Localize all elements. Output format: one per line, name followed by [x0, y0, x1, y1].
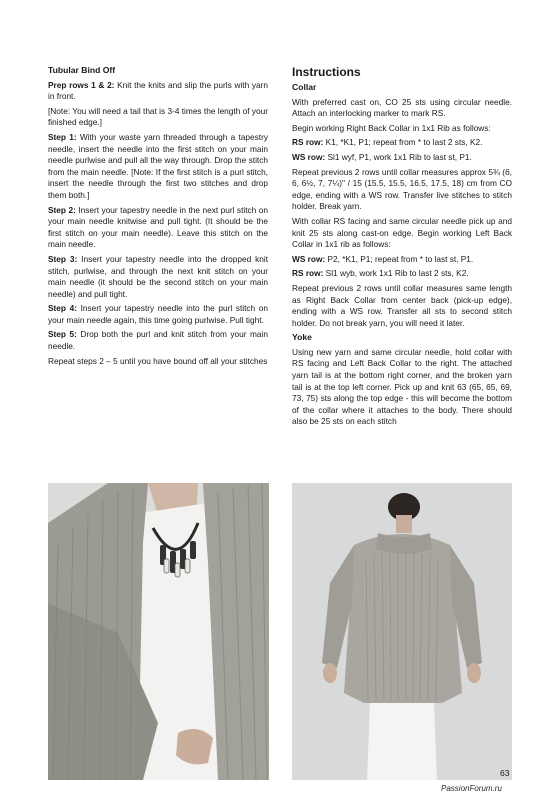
- instructions-heading: Instructions: [292, 65, 361, 79]
- yoke-paragraph: Using new yarn and same circular needle, hold collar with RS facing and Left Back Collar to the right. The attached yarn tail is at the bottom right corner, and the broken yarn tail is at the top left corner. Pick up and knit 63 (65, 65, 69, 73, 75) sts along the top edge - this will become the bottom of the collar where it attaches to the body. There should also be 25 sts on each stitch: [292, 346, 512, 427]
- collar-heading: Collar: [292, 82, 317, 92]
- ws-row-2: WS row: P2, *K1, P1; repeat from * to last st, P1.: [292, 253, 474, 264]
- prep-rows: Prep rows 1 & 2: Knit the knits and slip the purls with yarn in front.: [48, 79, 269, 102]
- cardigan-closeup-photo: [48, 483, 269, 780]
- page-number: 63: [500, 768, 510, 778]
- cardigan-back-illustration: [292, 483, 512, 780]
- right-back-collar-intro: Begin working Right Back Collar in 1x1 Rib as follows:: [292, 122, 491, 133]
- tail-note: [Note: You will need a tail that is 3-4 times the length of your finished edge.]: [48, 105, 268, 128]
- yoke-heading: Yoke: [292, 332, 312, 343]
- cardigan-closeup-illustration: [48, 483, 269, 780]
- ws-row-1: WS row: Sl1 wyf, P1, work 1x1 Rib to last st, P1.: [292, 151, 472, 162]
- watermark: PassionForum.ru: [441, 784, 502, 793]
- repeat-steps: Repeat steps 2 – 5 until you have bound off all your stitches: [48, 355, 268, 366]
- left-back-collar-intro: With collar RS facing and same circular needle pick up and knit 25 sts along cast-on edge. Begin working Left Back Collar in 1x1 rib as follows:: [292, 215, 512, 250]
- step-1: Step 1: With your waste yarn threaded through a tapestry needle, insert the needle into the first stitch on your main needle purlwise and pull all the way through. Drop the stitch from the main needle. [Note: If the first stitch is a purl stitch, insert the needle through the first two stitches and drop them both.]: [48, 131, 268, 200]
- step-5: Step 5: Drop both the purl and knit stitch from your main needle.: [48, 329, 268, 352]
- tubular-bind-off-heading: Tubular Bind Off: [48, 65, 116, 75]
- collar-cast-on: With preferred cast on, CO 25 sts using circular needle. Attach an interlocking marker to mark RS.: [292, 96, 512, 119]
- step-2: Step 2: Insert your tapestry needle in the next purl stitch on your main needle knitwise and pull tight. (It should be the first stitch on your main needle). Leave this stitch on the main needle.: [48, 204, 268, 250]
- step-3: Step 3: Insert your tapestry needle into the dropped knit stitch, purlwise, and through the next knit stitch on your main needle (it should be the second stitch on your main needle) and pull tight.: [48, 253, 269, 299]
- rs-row-2: RS row: Sl1 wyb, work 1x1 Rib to last 2 sts, K2.: [292, 268, 469, 279]
- step-4: Step 4: Insert your tapestry needle into the purl stitch on your main needle again, this time going purlwise. Pull tight.: [48, 303, 269, 325]
- rs-row-1: RS row: K1, *K1, P1; repeat from * to last 2 sts, K2.: [292, 137, 483, 148]
- right-column: [292, 65, 512, 431]
- collar-repeat-2: Repeat previous 2 rows until collar measures same length as Right Back Collar from center back (pick-up edge), ending with a WS row. Transfer all sts to second stitch holder. Do not break yarn, you will need it later.: [292, 282, 512, 328]
- left-column: [48, 65, 268, 370]
- collar-repeat-1: Repeat previous 2 rows until collar measures approx 5¾ (6, 6, 6½, 7, 7¼)" / 15 (15.5, 15.5, 16.5, 17.5, 18) cm from CO edge, ending with a WS row. Transfer live stitches to stitch holder. Break yarn.: [292, 166, 512, 212]
- cardigan-back-photo: [292, 483, 512, 780]
